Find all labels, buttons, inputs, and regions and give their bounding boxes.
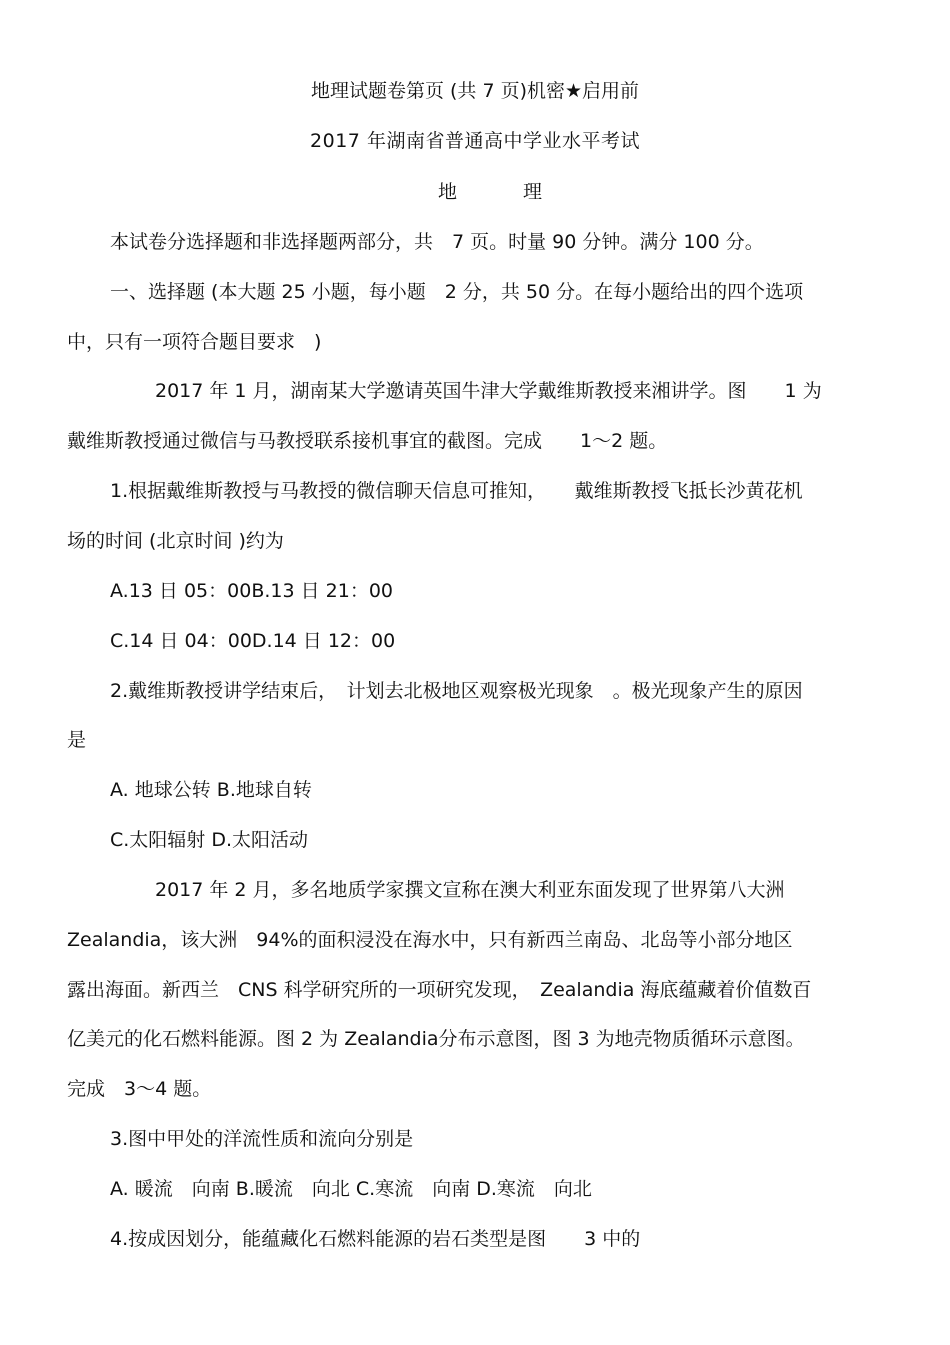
material-paragraph-2-line4: 亿美元的化石燃料能源。图 2 为 Zealandia分布示意图，图 3 为地壳物质循环示意图。 <box>67 1028 805 1050</box>
question-4-stem: 4.按成因划分，能蕴藏化石燃料能源的岩石类型是图 3 中的 <box>110 1228 641 1250</box>
exam-title: 2017 年湖南省普通高中学业水平考试 <box>310 130 640 152</box>
question-1-options-ab: A.13 日 05：00B.13 日 21：00 <box>110 580 393 602</box>
question-2-stem: 2.戴维斯教授讲学结束后， 计划去北极地区观察极光现象 。极光现象产生的原因 <box>110 680 803 702</box>
material-paragraph: 2017 年 1 月，湖南某大学邀请英国牛津大学戴维斯教授来湘讲学。图 1 为 <box>155 380 822 402</box>
material-paragraph-2: 2017 年 2 月，多名地质学家撰文宣称在澳大利亚东面发现了世界第八大洲 <box>155 879 785 901</box>
exam-intro: 本试卷分选择题和非选择题两部分，共 7 页。时量 90 分钟。满分 100 分。 <box>110 231 764 253</box>
header-line: 地理试题卷第页 (共 7 页)机密★启用前 <box>310 80 640 102</box>
question-2-stem-cont: 是 <box>67 729 87 751</box>
question-3-stem: 3.图中甲处的洋流性质和流向分别是 <box>110 1128 414 1150</box>
question-2-options-ab: A. 地球公转 B.地球自转 <box>110 779 312 801</box>
subject-title: 地 理 <box>437 181 573 203</box>
material-paragraph-2-line3: 露出海面。新西兰 CNS 科学研究所的一项研究发现， Zealandia 海底蕴藏着价值数百 <box>67 979 812 1001</box>
question-1-options-cd: C.14 日 04：00D.14 日 12：00 <box>110 630 396 652</box>
question-3-options: A. 暖流 向南 B.暖流 向北 C.寒流 向南 D.寒流 向北 <box>110 1178 592 1200</box>
question-1-stem: 1.根据戴维斯教授与马教授的微信聊天信息可推知， 戴维斯教授飞抵长沙黄花机 <box>110 480 803 502</box>
material-paragraph-2-line2: Zealandia，该大洲 94%的面积浸没在海水中，只有新西兰南岛、北岛等小部分地区 <box>67 929 793 951</box>
material-paragraph-cont: 戴维斯教授通过微信与马教授联系接机事宜的截图。完成 1～2 题。 <box>67 430 668 452</box>
section-heading-cont: 中，只有一项符合题目要求 ) <box>67 331 322 353</box>
question-1-stem-cont: 场的时间 (北京时间 )约为 <box>67 530 284 552</box>
material-paragraph-2-line5: 完成 3～4 题。 <box>67 1078 212 1100</box>
section-heading: 一、选择题 (本大题 25 小题，每小题 2 分，共 50 分。在每小题给出的四个选项 <box>110 281 804 303</box>
question-2-options-cd: C.太阳辐射 D.太阳活动 <box>110 829 309 851</box>
